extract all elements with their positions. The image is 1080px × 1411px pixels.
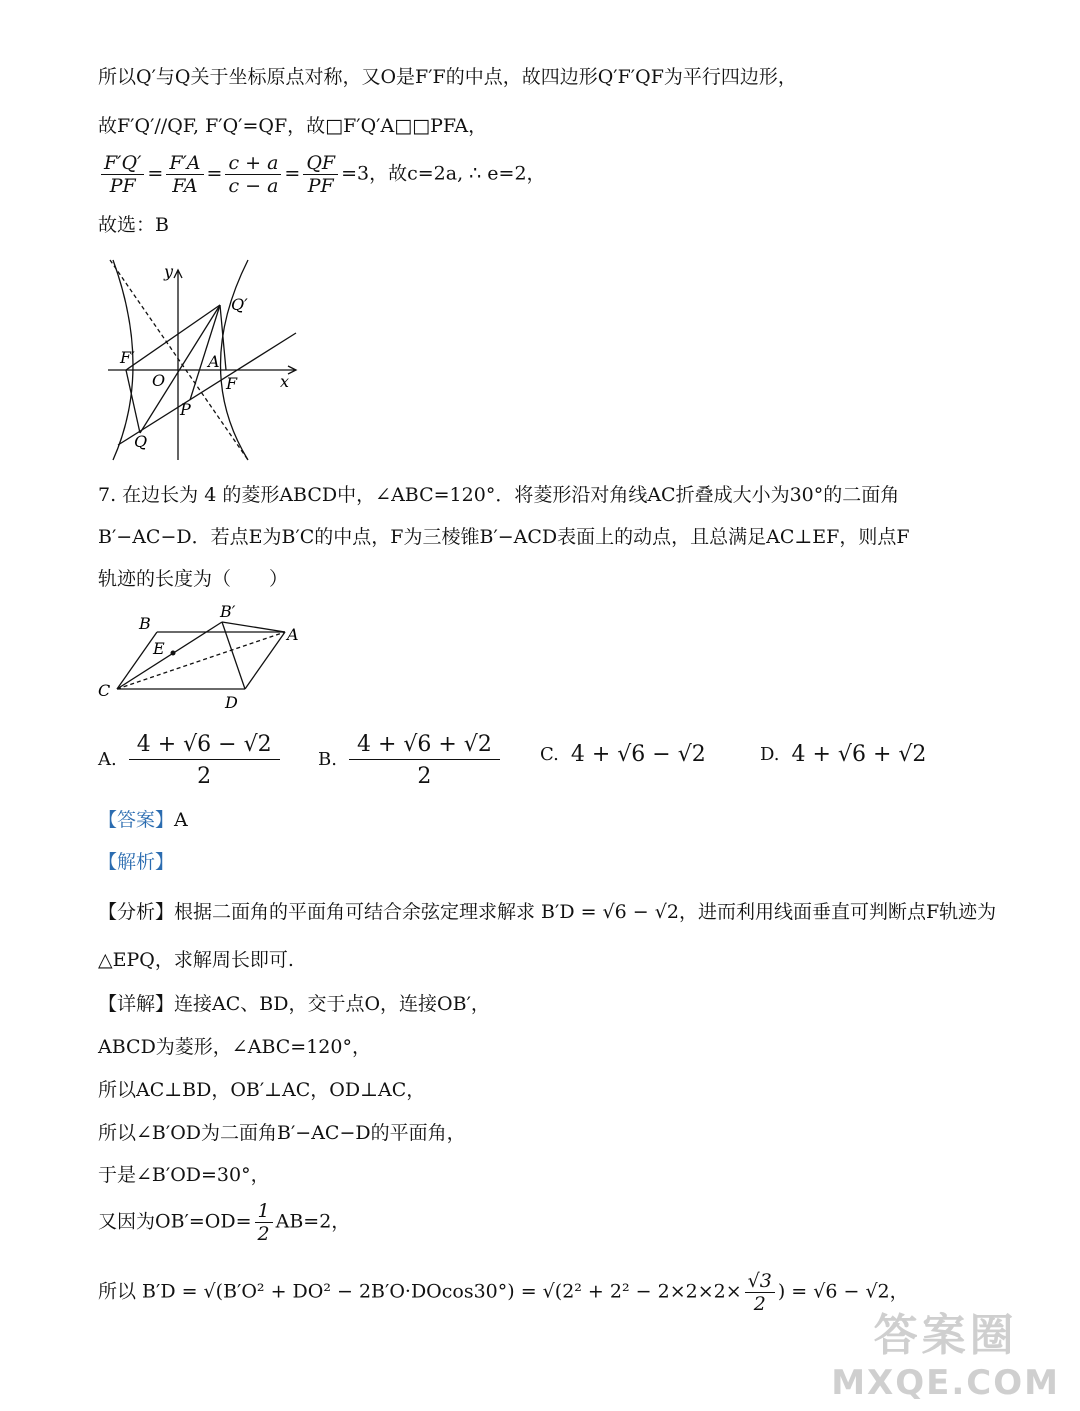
fraction-2-denominator: FA [172, 175, 198, 197]
fraction-4-numerator: QF [303, 152, 338, 175]
fraction-3-denominator: c − a [228, 175, 279, 197]
fraction-1-numerator: F′Q′ [101, 152, 144, 175]
answer-line [98, 807, 188, 833]
option-b-fraction [349, 730, 500, 789]
diagonal-CA [117, 632, 285, 689]
fraction-4-denominator: PF [307, 175, 334, 197]
half-denominator: 2 [257, 1223, 270, 1245]
answer-value: A [174, 809, 188, 831]
body-line-2: △EPQ，求解周长即可. [98, 949, 294, 971]
line-FpQp [126, 305, 220, 370]
fraction-2 [166, 152, 203, 197]
rhombus-figure [95, 600, 315, 715]
body-line-8 [98, 1200, 350, 1245]
body-line-9-post: ) = √6 − √2， [777, 1280, 909, 1303]
label-y: y [164, 262, 174, 281]
option-b[interactable] [318, 730, 500, 789]
answer-tag: 【答案】 [98, 809, 175, 831]
edge-AD [245, 632, 285, 689]
label-d: D [225, 693, 238, 712]
watermark [831, 1299, 1060, 1403]
label-b-prime: B′ [220, 602, 236, 621]
option-b-denominator: 2 [417, 764, 432, 789]
fraction-1-denominator: PF [109, 175, 136, 197]
fraction-2-numerator: F′A [166, 152, 203, 175]
option-a-label: A. [98, 749, 117, 770]
label-q: Q [134, 432, 148, 451]
text-line-4: 故选：B [98, 214, 169, 236]
label-o: O [152, 371, 166, 390]
option-c-label: C. [540, 744, 559, 765]
edge-CB [117, 632, 157, 689]
edge-BpA [222, 622, 285, 632]
label-f: F [226, 374, 238, 393]
label-a: A [208, 352, 220, 371]
label-x: x [280, 372, 290, 391]
label-b: B [139, 614, 151, 633]
label-a2: A [287, 625, 299, 644]
body-line-9-pre: 所以 B′D = √(B′O² + DO² − 2B′O·DOcos30°) = √(2² + 2² − 2×2×2× [98, 1280, 742, 1303]
analysis-tag: 【解析】 [98, 851, 175, 873]
fraction-4 [303, 152, 338, 197]
label-e: E [153, 639, 165, 658]
fraction-1 [101, 152, 144, 197]
option-d-text: 4 + √6 + √2 [791, 742, 927, 767]
fraction-3 [225, 152, 281, 197]
label-c: C [98, 681, 111, 700]
body-line-8-pre: 又因为OB′=OD= [98, 1210, 252, 1233]
text-line-1: 所以Q′与Q关于坐标原点对称，又O是F′F的中点，故四边形Q′F′QF为平行四边形， [98, 66, 797, 88]
option-a-numerator: 4 + √6 − √2 [129, 730, 280, 760]
sqrt3-numerator: √3 [745, 1270, 775, 1293]
body-line-4: ABCD为菱形，∠ABC=120°， [98, 1036, 371, 1058]
point-e [171, 651, 176, 656]
question-line-3: 轨迹的长度为（ ） [98, 568, 289, 590]
half-numerator: 1 [255, 1200, 273, 1223]
option-b-numerator: 4 + √6 + √2 [349, 730, 500, 760]
watermark-line-2: MXQE.COM [831, 1363, 1060, 1403]
label-q-prime: Q′ [231, 295, 248, 314]
question-line-1: 7. 在边长为 4 的菱形ABCD中，∠ABC=120°．将菱形沿对角线AC折叠成大小为30°的二面角 [98, 484, 900, 506]
body-line-8-post: AB=2， [275, 1210, 351, 1233]
option-c-text: 4 + √6 − √2 [570, 742, 706, 767]
text-line-3-rest: =3，故c=2a, ∴ e=2， [341, 162, 546, 185]
text-line-3: $\frac{F'Q'}{PF}$ = $\frac{F'A}{FA}$ = $\frac{c + a}{c - a}$ = $\frac{QF}{PF}$ =3，故c=2a, ∴ e=2， [98, 152, 546, 197]
hyperbola-figure [98, 255, 308, 465]
option-c[interactable] [540, 742, 706, 767]
option-a[interactable] [98, 730, 280, 789]
option-a-denominator: 2 [197, 764, 212, 789]
question-line-2: B′−AC−D．若点E为B′C的中点，F为三棱锥B′−ACD表面上的动点，且总满足AC⊥EF，则点F [98, 526, 910, 548]
text-line-2: 故F′Q′//QF, F′Q′=QF，故□F′Q′A□□PFA， [98, 115, 488, 137]
option-a-fraction [129, 730, 280, 789]
half-fraction [255, 1200, 273, 1245]
body-line-7: 于是∠B′OD=30°， [98, 1164, 270, 1186]
sqrt3-fraction [745, 1270, 775, 1315]
body-line-6: 所以∠B′OD为二面角B′−AC−D的平面角， [98, 1122, 466, 1144]
sqrt3-denominator: 2 [753, 1293, 766, 1315]
label-p: P [180, 400, 191, 419]
body-line-5: 所以AC⊥BD，OB′⊥AC，OD⊥AC， [98, 1079, 426, 1101]
option-b-label: B. [318, 749, 337, 770]
option-d[interactable] [760, 742, 926, 767]
watermark-line-1: 答案圈 [873, 1310, 1018, 1361]
label-f-prime: F′ [120, 348, 135, 367]
body-line-1: 【分析】根据二面角的平面角可结合余弦定理求解求 B′D = √6 − √2，进而利用线面垂直可判断点F轨迹为 [98, 901, 997, 923]
line-QF [118, 333, 296, 445]
body-line-9 [98, 1270, 909, 1315]
fraction-3-numerator: c + a [225, 152, 281, 175]
option-d-label: D. [760, 744, 780, 765]
body-line-3: 【详解】连接AC、BD，交于点O，连接OB′， [98, 993, 490, 1015]
